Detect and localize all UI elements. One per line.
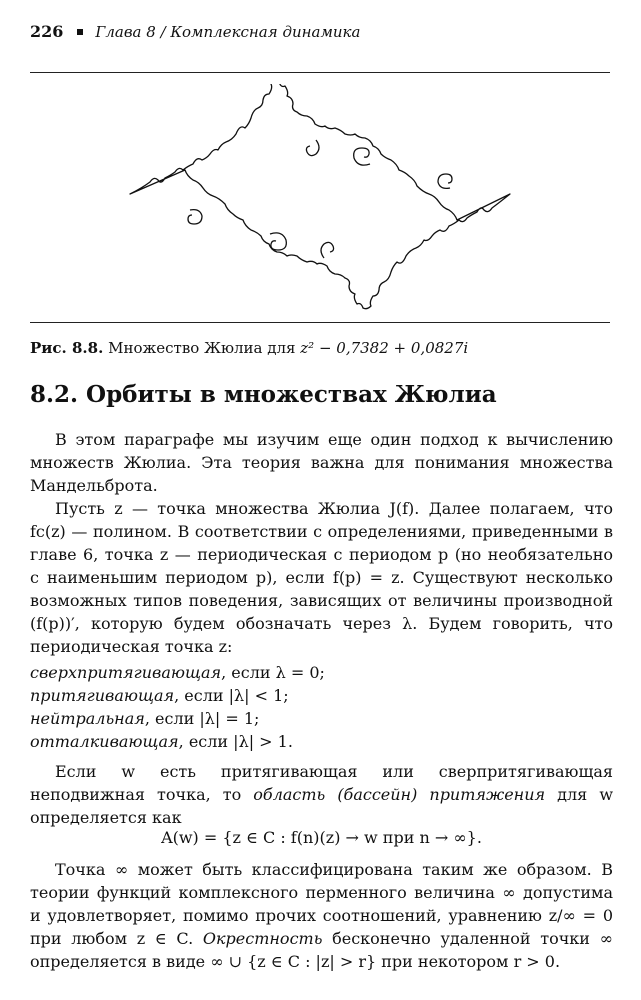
basin-term: область (бассейн) притяжения <box>253 785 546 804</box>
running-head <box>30 22 620 42</box>
julia-outline <box>130 84 510 309</box>
spiral-bottom <box>321 242 334 258</box>
caption-math: z² − 0,7382 + 0,0827i <box>300 339 469 357</box>
figure-caption <box>30 338 610 358</box>
paragraph-basin: Если w есть притягивающая или сверпритягивающая неподвижная точка, то область (бассейн) притяжения для w определяется как <box>30 762 614 827</box>
list-item: сверхпритягивающая, если λ = 0; <box>30 663 325 682</box>
paragraph-intro: В этом параграфе мы изучим еще один подход к вычислению множеств Жюлиа. Эта теория важна для понимания множества Мандельброта. <box>30 430 613 495</box>
caption-text: Множество Жюлиа для <box>108 339 296 357</box>
list-item: отталкивающая, если |λ| > 1. <box>30 732 293 751</box>
term: сверхпритягивающая <box>30 663 222 682</box>
chapter-title: Глава 8 / Комплексная динамика <box>95 23 361 41</box>
term: отталкивающая <box>30 732 179 751</box>
list-item: нейтральная, если |λ| = 1; <box>30 709 260 728</box>
spiral-top <box>306 140 319 156</box>
classification-list <box>30 661 613 753</box>
spiral-left <box>188 210 202 224</box>
spiral-right <box>438 174 452 188</box>
term: нейтральная <box>30 709 145 728</box>
figure-rule <box>30 322 610 323</box>
header-bullet <box>77 29 83 35</box>
caption-label: Рис. 8.8. <box>30 339 104 357</box>
spiral-left-inner <box>270 233 286 250</box>
term: притягивающая <box>30 686 175 705</box>
julia-set-figure <box>120 84 520 314</box>
neighborhood-term: Окрестность <box>202 929 323 948</box>
section-title: 8.2. Орбиты в множествах Жюлиа <box>30 381 497 408</box>
spiral-right-inner <box>354 148 370 165</box>
basin-formula: A(w) = {z ∈ C : f(n)(z) → w при n → ∞}. <box>161 828 482 847</box>
top-rule <box>30 72 610 73</box>
paragraph-periodic: Пусть z — точка множества Жюлиа J(f). Далее полагаем, что fc(z) — полином. В соответствии с определениями, приведенными в главе 6, точка z — периодическая с периодом p (но необязательно с наименьшим периодом p), если f(p) = z. Существуют несколько возможных типов поведения, зависящих от величины производной (f(p))′, которую будем обозначать через λ. Будем говорить, что периодическая точка z: <box>30 499 613 656</box>
page-number: 226 <box>30 22 64 41</box>
paragraph-infinity: Точка ∞ может быть классифицирована таким же образом. В теории функций комплексного перменного величина ∞ допустима и удовлетворяет, помимо прочих соотношений, уравнению z/∞ = 0 при любом z ∈ C. Окрестность бесконечно удаленной точки ∞ определяется в виде ∞ ∪ {z ∈ C : |z| > r} при некотором r > 0. <box>30 860 613 971</box>
list-item: притягивающая, если |λ| < 1; <box>30 686 289 705</box>
